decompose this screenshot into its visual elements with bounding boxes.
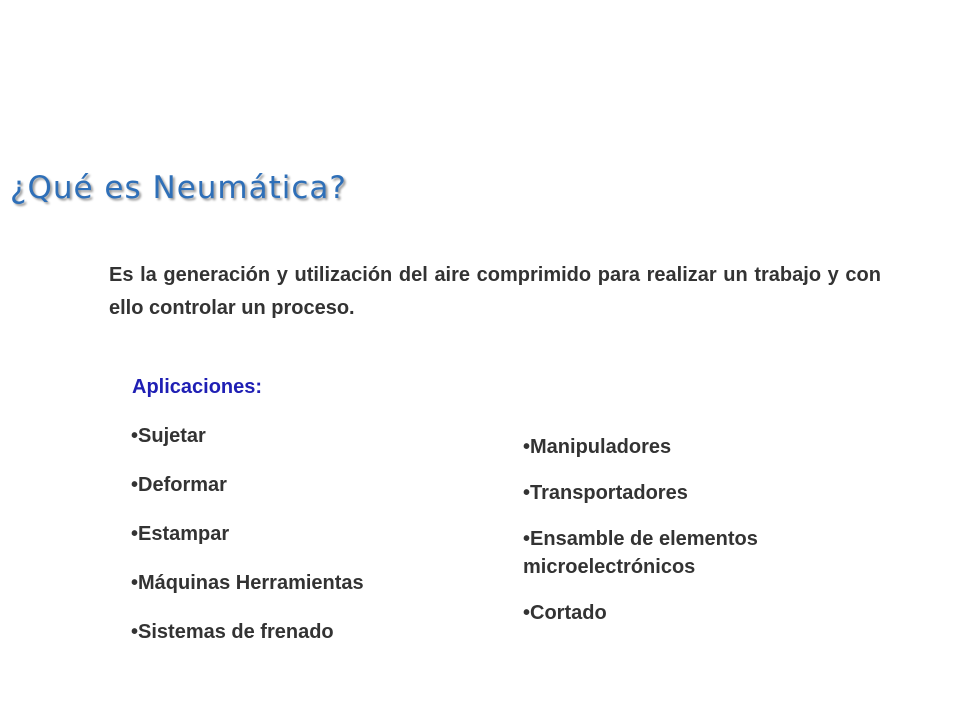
slide-title: ¿Qué es Neumática? [10, 170, 347, 206]
applications-heading: Aplicaciones: [132, 376, 263, 398]
list-item: • Cortado [523, 599, 883, 627]
list-item: • Transportadores [523, 479, 883, 507]
applications-list-right [523, 433, 883, 645]
list-item: • Sujetar [131, 422, 491, 471]
list-item: • Deformar [131, 471, 491, 520]
list-item: • Manipuladores [523, 433, 883, 461]
definition-text: Es la generación y utilización del aire comprimido para realizar un trabajo y con ello controlar un proceso. [109, 264, 881, 319]
list-item: • Máquinas Herramientas [131, 569, 491, 618]
list-item: • Sistemas de frenado [131, 618, 491, 667]
list-item: • Ensamble de elementos microelectrónicos [523, 525, 883, 581]
applications-list-left [131, 422, 491, 667]
list-item: • Estampar [131, 520, 491, 569]
